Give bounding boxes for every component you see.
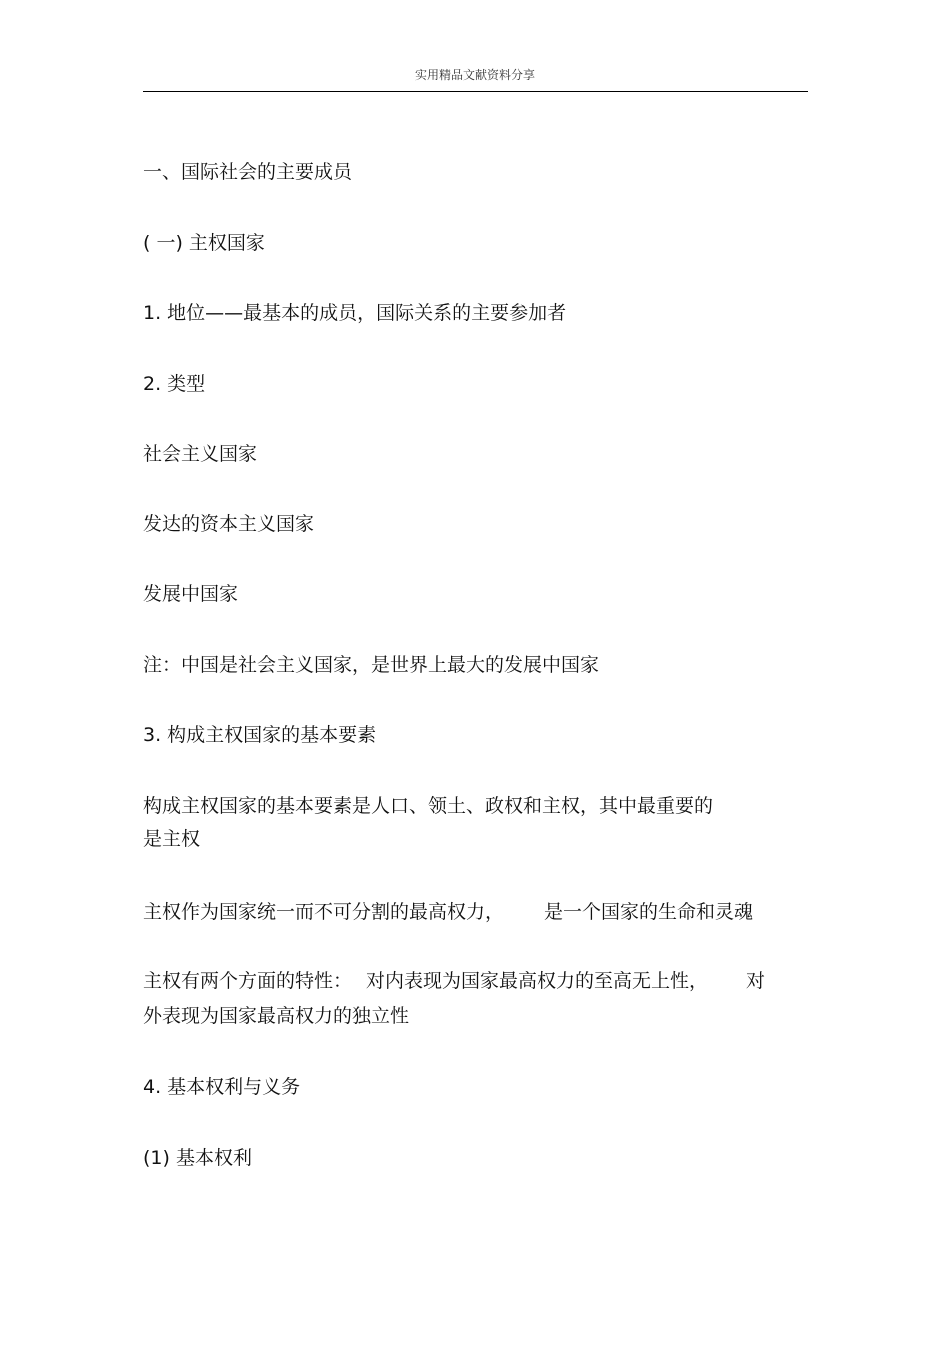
sovereignty-definition-part-a: 主权作为国家统一而不可分割的最高权力， (143, 901, 505, 923)
type-developed-capitalist: 发达的资本主义国家 (143, 513, 315, 535)
characteristics-line-2: 外表现为国家最高权力的独立性 (143, 1005, 410, 1027)
sub-1-basic-rights: (1) 基本权利 (143, 1147, 252, 1169)
elements-line-2: 是主权 (143, 828, 201, 850)
type-socialist: 社会主义国家 (143, 443, 258, 465)
sovereignty-definition-part-b: 是一个国家的生命和灵魂 (544, 901, 754, 923)
page-header-title: 实用精品文献资料分享 (414, 68, 535, 82)
header-divider (143, 91, 808, 92)
note-china: 注：中国是社会主义国家，是世界上最大的发展中国家 (143, 654, 600, 676)
item-3-elements: 3. 构成主权国家的基本要素 (143, 724, 377, 746)
elements-paragraph (143, 789, 808, 856)
characteristics-part-b: 对内表现为国家最高权力的至高无上性， (366, 970, 709, 992)
type-developing: 发展中国家 (143, 583, 239, 605)
sovereignty-characteristics (143, 964, 808, 1033)
characteristics-part-a: 主权有两个方面的特性： (143, 970, 353, 992)
item-2-types: 2. 类型 (143, 373, 206, 395)
subsection-heading: ( 一) 主权国家 (143, 232, 265, 254)
sovereignty-definition (143, 895, 808, 929)
section-heading: 一、国际社会的主要成员 (143, 161, 353, 183)
characteristics-part-c: 对 (746, 970, 766, 992)
elements-line-1: 构成主权国家的基本要素是人口、领土、政权和主权，其中最重要的 (143, 795, 714, 817)
item-4-rights-duties: 4. 基本权利与义务 (143, 1076, 301, 1098)
item-1-status: 1. 地位——最基本的成员，国际关系的主要参加者 (143, 302, 567, 324)
